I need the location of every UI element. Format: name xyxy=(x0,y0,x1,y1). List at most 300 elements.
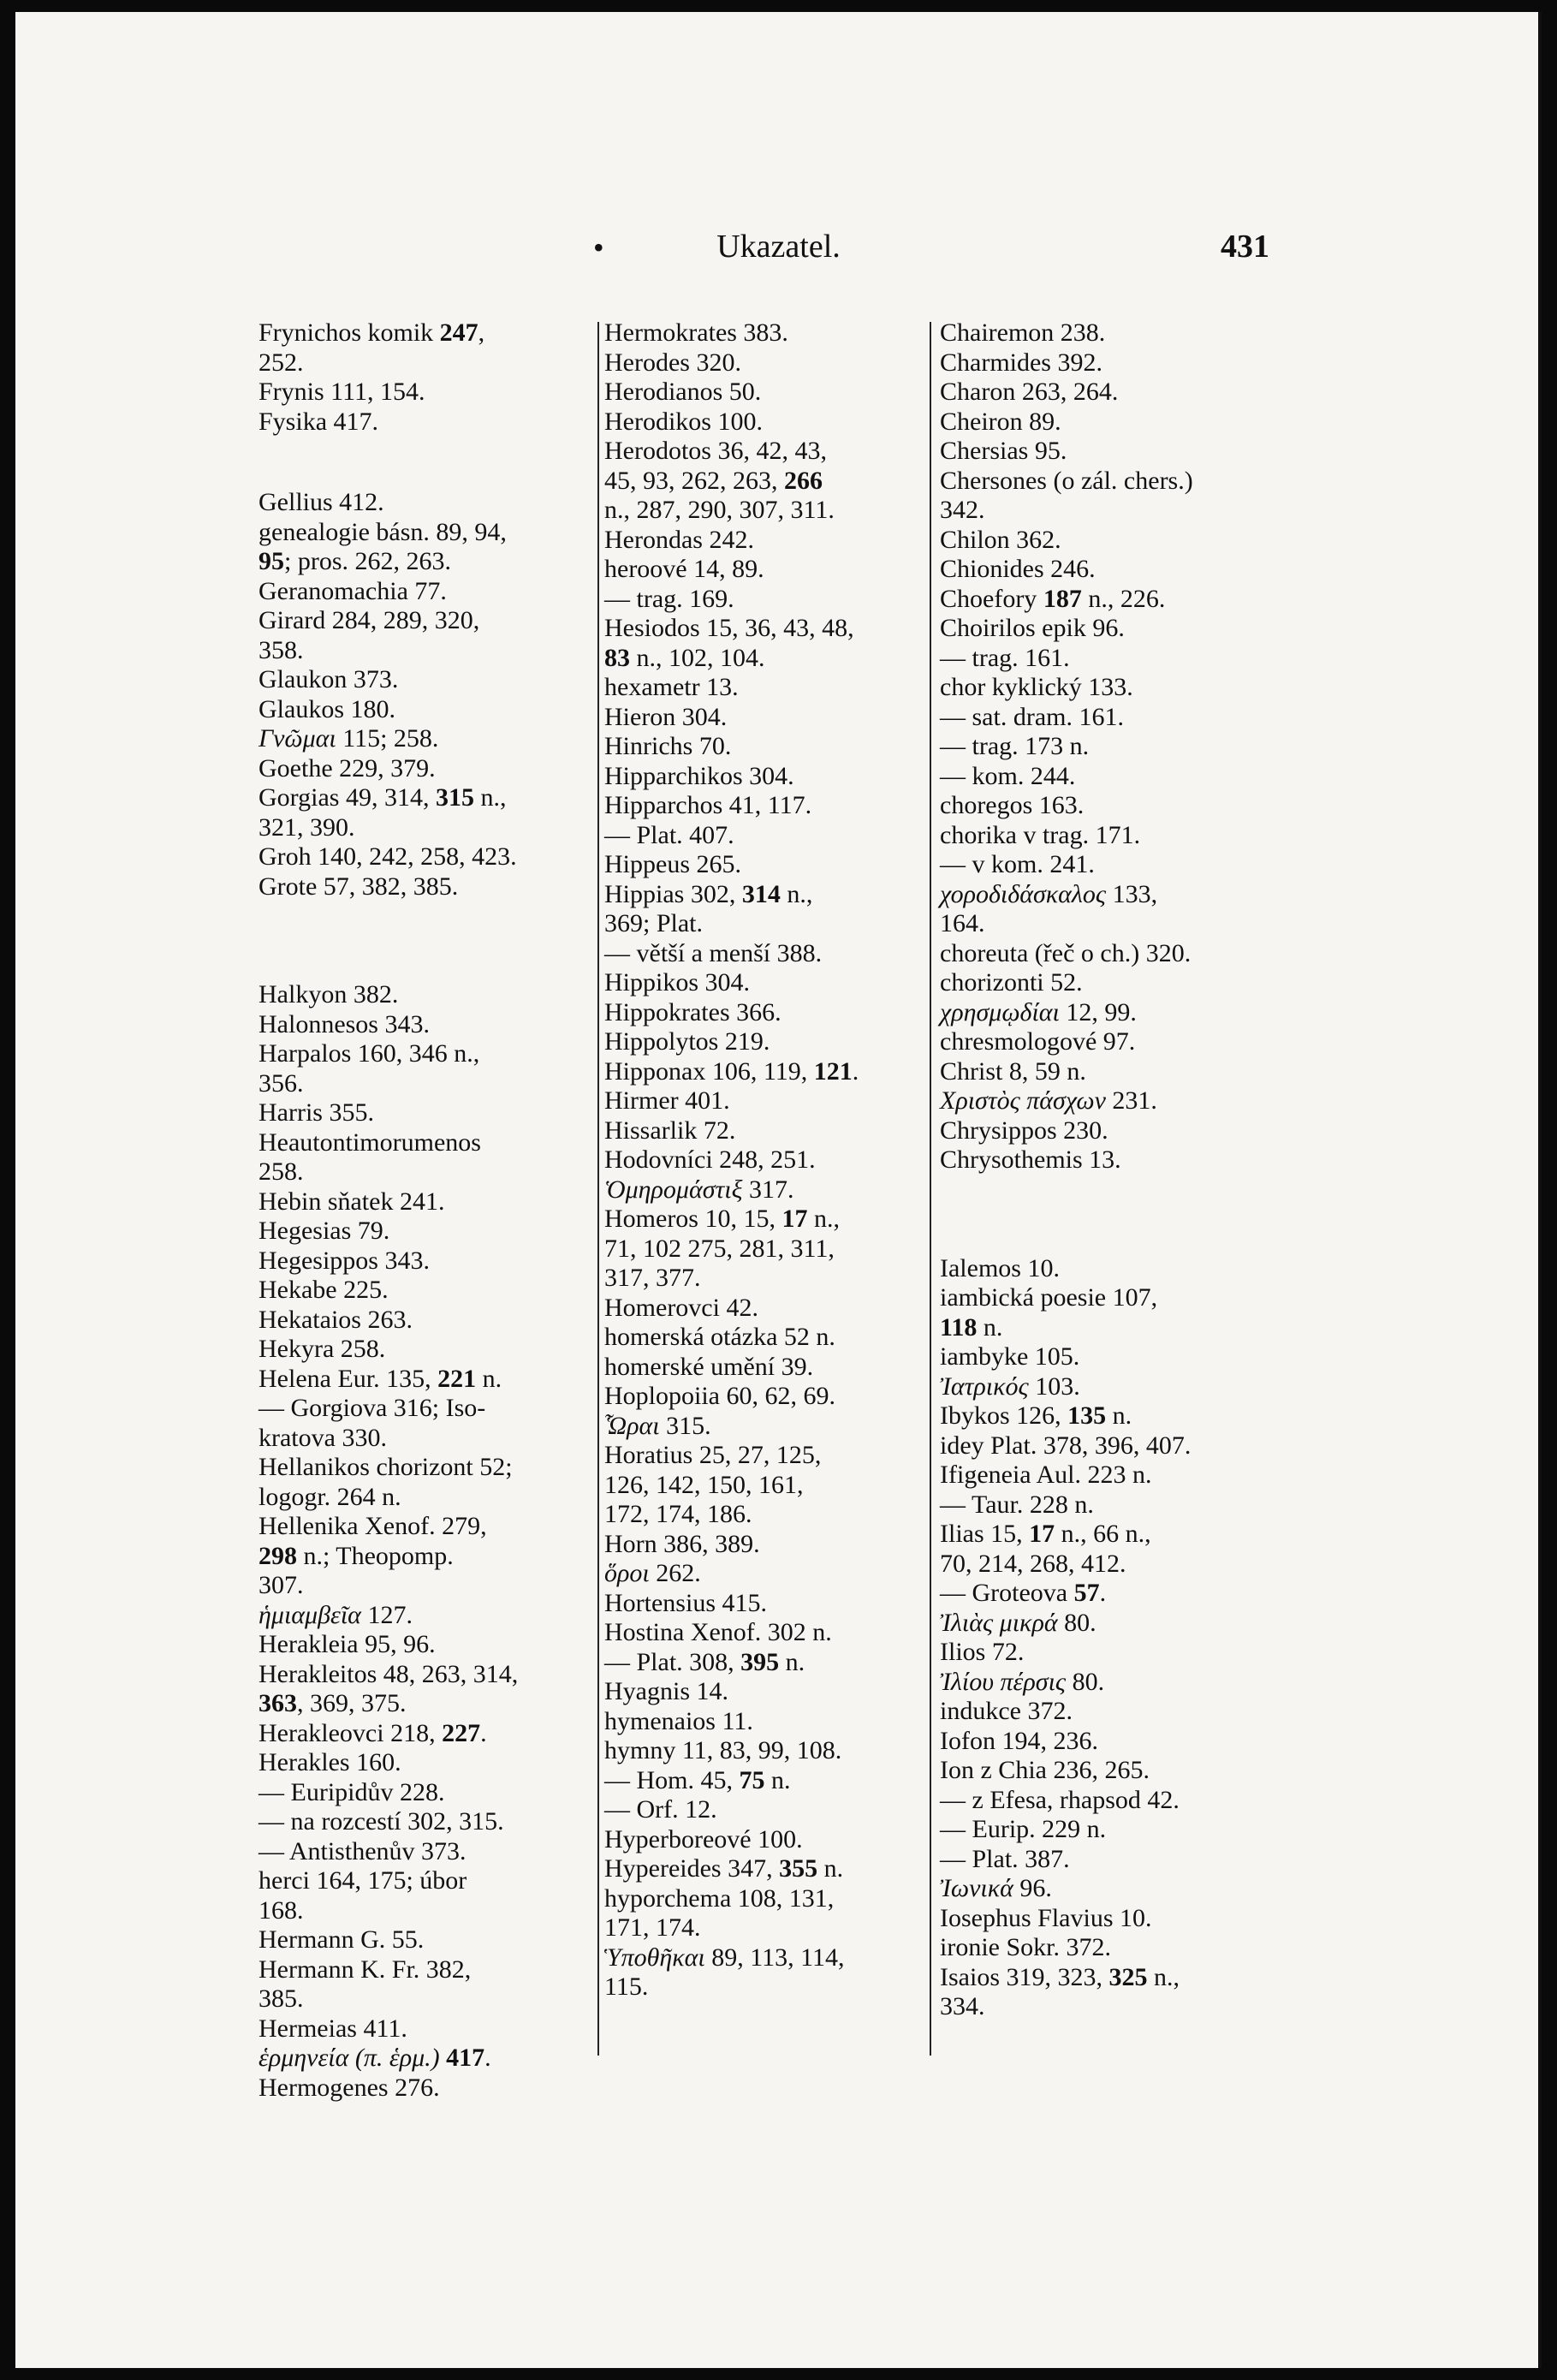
entry-text: Ifigeneia Aul. 223 n. xyxy=(940,1461,1152,1489)
bold-page-ref: 355 xyxy=(779,1854,818,1883)
entry-text: Hermann K. Fr. 382, xyxy=(259,1955,472,1984)
index-entry-line xyxy=(604,1205,938,1235)
entry-text: 168. xyxy=(259,1895,304,1925)
entry-text: 385. xyxy=(259,1984,304,2013)
entry-text: 103. xyxy=(1028,1371,1080,1401)
index-entry-line xyxy=(259,636,601,666)
index-entry-line xyxy=(604,1441,938,1471)
entry-text: Hermogenes 276. xyxy=(259,2073,440,2102)
index-entry-line xyxy=(940,1786,1282,1816)
entry-text: , 369, 375. xyxy=(297,1689,407,1717)
bold-page-ref: 83 xyxy=(604,643,630,672)
entry-text: Chairemon 238. xyxy=(940,318,1106,347)
index-entry-line xyxy=(940,1145,1282,1175)
entry-text: — Plat. 407. xyxy=(604,820,734,849)
greek-term: Ὁμηρομάστιξ xyxy=(604,1175,743,1204)
index-entry-line xyxy=(604,1825,938,1855)
entry-text: Hekyra 258. xyxy=(259,1335,386,1363)
entry-text: — na rozcestí 302, 315. xyxy=(259,1807,504,1836)
index-entry-line xyxy=(259,1748,601,1778)
entry-text: — trag. 161. xyxy=(940,643,1070,672)
index-entry-line xyxy=(259,318,601,348)
index-entry-line xyxy=(940,1490,1282,1520)
entry-text: Gorgias 49, 314, xyxy=(259,783,436,812)
entry-text: Chrysippos 230. xyxy=(940,1116,1108,1145)
index-entry-line xyxy=(259,1128,601,1158)
index-entry-line xyxy=(604,1175,938,1205)
entry-text: Homerovci 42. xyxy=(604,1293,758,1322)
index-entry-line xyxy=(940,1845,1282,1875)
column-divider-right xyxy=(930,322,931,2056)
entry-text: Chrysothemis 13. xyxy=(940,1145,1121,1174)
index-entry-line xyxy=(259,724,601,754)
index-entry-line xyxy=(604,1235,938,1264)
bold-page-ref: 298 xyxy=(259,1541,297,1570)
page-number: 431 xyxy=(1221,229,1269,265)
entry-text: — Groteova xyxy=(940,1579,1074,1607)
entry-text: heroové 14, 89. xyxy=(604,555,764,583)
entry-text: n. xyxy=(764,1765,791,1794)
index-entry-line xyxy=(259,1453,601,1483)
index-entry-line xyxy=(604,1412,938,1442)
index-entry-line xyxy=(940,673,1282,703)
index-entry-line xyxy=(940,1401,1282,1431)
entry-text: hymenaios 11. xyxy=(604,1706,753,1735)
entry-text: n. xyxy=(817,1854,844,1883)
entry-text: Chilon 362. xyxy=(940,525,1061,554)
entry-text: — trag. 169. xyxy=(604,584,734,613)
entry-text: Hippias 302, xyxy=(604,879,742,908)
index-entry-line xyxy=(259,1217,601,1247)
entry-text: 80. xyxy=(1066,1667,1105,1696)
bold-page-ref: 247 xyxy=(439,318,478,347)
greek-term: ἡμιαμβεῖα xyxy=(259,1600,361,1629)
entry-text: Cheiron 89. xyxy=(940,407,1061,436)
bold-page-ref: 221 xyxy=(437,1364,477,1393)
index-entry-line xyxy=(604,1382,938,1412)
index-entry-line xyxy=(604,791,938,821)
index-entry-line xyxy=(259,488,601,518)
entry-text: — Gorgiova 316; Iso- xyxy=(259,1394,486,1422)
entry-text: hymny 11, 83, 99, 108. xyxy=(604,1736,842,1764)
index-entry-line xyxy=(259,1187,601,1217)
entry-text: Hebin sňatek 241. xyxy=(259,1187,445,1216)
index-entry-line xyxy=(259,754,601,784)
index-entry-line xyxy=(259,1719,601,1749)
entry-text: — Plat. 387. xyxy=(940,1844,1070,1873)
index-entry-line xyxy=(940,1668,1282,1698)
greek-term: Ἰατρικός xyxy=(940,1371,1029,1401)
entry-text: — Hom. 45, xyxy=(604,1765,740,1794)
entry-text: Hyagnis 14. xyxy=(604,1677,728,1705)
bold-page-ref: 118 xyxy=(940,1312,978,1342)
index-entry-line xyxy=(604,585,938,615)
index-entry-line xyxy=(940,1904,1282,1934)
entry-text: — sat. dram. 161. xyxy=(940,702,1124,731)
index-entry-line xyxy=(940,526,1282,556)
index-entry-line xyxy=(940,880,1282,910)
entry-text: iambyke 105. xyxy=(940,1342,1080,1371)
bold-page-ref: 315 xyxy=(435,783,474,812)
section-gap xyxy=(940,1175,1282,1254)
bold-page-ref: 227 xyxy=(442,1718,481,1747)
index-column-right xyxy=(940,318,1282,2022)
index-entry-line xyxy=(259,2044,601,2074)
entry-text: . xyxy=(1099,1579,1107,1607)
entry-text: Frynis 111, 154. xyxy=(259,378,425,406)
bold-page-ref: 363 xyxy=(259,1689,297,1717)
index-entry-line xyxy=(604,703,938,733)
bold-page-ref: 187 xyxy=(1043,584,1082,613)
entry-text: chor kyklický 133. xyxy=(940,673,1133,701)
index-entry-line xyxy=(604,880,938,910)
index-entry-line xyxy=(940,762,1282,792)
greek-term: ἑρμηνεία (π. ἑρμ.) xyxy=(259,2044,440,2072)
index-entry-line xyxy=(259,1984,601,2014)
index-entry-line xyxy=(259,606,601,636)
index-entry-line xyxy=(940,1609,1282,1639)
index-entry-line xyxy=(940,1431,1282,1461)
index-entry-line xyxy=(604,1145,938,1175)
index-entry-line xyxy=(604,1027,938,1057)
entry-text: Hermokrates 383. xyxy=(604,318,788,347)
bold-page-ref: 57 xyxy=(1073,1579,1100,1607)
index-entry-line xyxy=(604,1086,938,1116)
index-entry-line xyxy=(259,665,601,695)
index-entry-line xyxy=(604,378,938,408)
index-entry-line xyxy=(604,555,938,585)
bold-page-ref: 417 xyxy=(446,2044,485,2072)
entry-text: 45, 93, 262, 263, xyxy=(604,466,784,495)
index-entry-line xyxy=(604,998,938,1028)
entry-text: n., xyxy=(780,879,813,908)
index-entry-line xyxy=(604,1471,938,1501)
index-entry-line xyxy=(940,703,1282,733)
entry-text: — Eurip. 229 n. xyxy=(940,1815,1107,1843)
index-entry-line xyxy=(604,408,938,437)
index-entry-line xyxy=(940,614,1282,644)
entry-text: Hippokrates 366. xyxy=(604,997,781,1026)
entry-text: Halonnesos 343. xyxy=(259,1009,430,1038)
entry-text: Hipponax 106, 119, xyxy=(604,1056,814,1086)
entry-text: kratova 330. xyxy=(259,1423,387,1452)
index-entry-line xyxy=(604,496,938,526)
entry-text: Hippikos 304. xyxy=(604,968,751,997)
section-gap xyxy=(259,901,601,980)
index-entry-line xyxy=(940,437,1282,467)
index-entry-line xyxy=(259,1925,601,1955)
index-entry-line xyxy=(604,1648,938,1678)
entry-text: Choirilos epik 96. xyxy=(940,614,1125,642)
index-entry-line xyxy=(259,1689,601,1719)
index-entry-line xyxy=(940,318,1282,348)
entry-text: Herodianos 50. xyxy=(604,378,762,406)
index-entry-line xyxy=(940,968,1282,998)
entry-text: Charmides 392. xyxy=(940,348,1102,377)
index-entry-line xyxy=(259,842,601,872)
index-entry-line xyxy=(259,378,601,408)
index-entry-line xyxy=(940,496,1282,526)
entry-text: Herakles 160. xyxy=(259,1748,401,1776)
index-entry-line xyxy=(604,1530,938,1560)
index-entry-line xyxy=(604,1353,938,1383)
index-entry-line xyxy=(940,1342,1282,1372)
entry-text: ironie Sokr. 372. xyxy=(940,1933,1111,1961)
index-entry-line xyxy=(259,813,601,843)
entry-text: Chersones (o zál. chers.) xyxy=(940,466,1193,495)
entry-text: Isaios 319, 323, xyxy=(940,1962,1109,1991)
entry-text: 80. xyxy=(1057,1608,1096,1637)
bold-page-ref: 266 xyxy=(784,466,823,495)
entry-text: iambická poesie 107, xyxy=(940,1283,1158,1312)
entry-text: Hekataios 263. xyxy=(259,1305,413,1334)
entry-text: 315. xyxy=(659,1411,711,1440)
entry-text: Ialemos 10. xyxy=(940,1253,1060,1282)
index-entry-line xyxy=(940,644,1282,674)
greek-term: Ἰωνικά xyxy=(940,1874,1013,1902)
entry-text: 262. xyxy=(649,1559,701,1587)
book-page xyxy=(15,12,1542,2368)
index-entry-line xyxy=(604,850,938,880)
index-entry-line xyxy=(259,1837,601,1867)
index-entry-line xyxy=(259,348,601,378)
entry-text: Hipparchos 41, 117. xyxy=(604,791,812,819)
index-entry-line xyxy=(604,1884,938,1914)
index-entry-line xyxy=(940,1756,1282,1786)
entry-text: , xyxy=(478,318,485,347)
index-entry-line xyxy=(259,1807,601,1837)
index-entry-line xyxy=(604,1500,938,1530)
entry-text: Hegesias 79. xyxy=(259,1217,390,1245)
entry-text: Chersias 95. xyxy=(940,437,1067,465)
index-entry-line xyxy=(604,1057,938,1087)
index-entry-line xyxy=(604,939,938,969)
entry-text: Iofon 194, 236. xyxy=(940,1726,1098,1755)
entry-text: genealogie básn. 89, 94, xyxy=(259,517,507,546)
entry-text: Helena Eur. 135, xyxy=(259,1364,438,1393)
entry-text: Hipparchikos 304. xyxy=(604,761,794,790)
index-entry-line xyxy=(940,1992,1282,2022)
entry-text: Hostina Xenof. 302 n. xyxy=(604,1618,832,1646)
entry-text: Herakleia 95, 96. xyxy=(259,1630,436,1658)
entry-text: Glaukos 180. xyxy=(259,694,395,723)
entry-text: Homeros 10, 15, xyxy=(604,1205,782,1233)
entry-text: 258. xyxy=(259,1157,304,1186)
index-entry-line xyxy=(604,1294,938,1324)
index-entry-line xyxy=(604,1264,938,1294)
index-entry-line xyxy=(940,1550,1282,1580)
entry-text: Hermeias 411. xyxy=(259,2014,407,2043)
index-entry-line xyxy=(259,1247,601,1276)
entry-text: Herakleitos 48, 263, 314, xyxy=(259,1659,519,1688)
entry-text: — Orf. 12. xyxy=(604,1795,717,1824)
entry-text: n. xyxy=(476,1364,502,1393)
index-entry-line xyxy=(940,585,1282,615)
index-entry-line xyxy=(259,1335,601,1365)
index-entry-line xyxy=(940,408,1282,437)
entry-text: — z Efesa, rhapsod 42. xyxy=(940,1785,1180,1814)
entry-text: 126, 142, 150, 161, xyxy=(604,1470,804,1499)
index-entry-line xyxy=(940,1086,1282,1116)
index-entry-line xyxy=(604,762,938,792)
index-entry-line xyxy=(604,1589,938,1619)
entry-text: Hieron 304. xyxy=(604,702,728,731)
entry-text: Fysika 417. xyxy=(259,407,379,436)
entry-text: idey Plat. 378, 396, 407. xyxy=(940,1431,1192,1460)
column-divider-left xyxy=(597,322,599,2056)
index-entry-line xyxy=(940,791,1282,821)
entry-text: Iosephus Flavius 10. xyxy=(940,1903,1152,1932)
bold-page-ref: 17 xyxy=(1029,1520,1055,1548)
index-entry-line xyxy=(259,1098,601,1128)
index-entry-line xyxy=(259,1601,601,1631)
index-entry-line xyxy=(259,1483,601,1513)
index-entry-line xyxy=(940,1963,1282,1993)
entry-text: Hippeus 265. xyxy=(604,850,741,878)
greek-term: Γνῶμαι xyxy=(259,724,336,753)
entry-text: 71, 102 275, 281, 311, xyxy=(604,1234,835,1263)
greek-term: Ὑποθῆκαι xyxy=(604,1943,705,1972)
index-entry-line xyxy=(259,980,601,1010)
entry-text: Hermann G. 55. xyxy=(259,1925,425,1954)
bold-page-ref: 95 xyxy=(259,547,284,575)
index-entry-line xyxy=(940,467,1282,497)
index-column-left xyxy=(259,318,601,2103)
entry-text: Ilias 15, xyxy=(940,1520,1030,1548)
entry-text: Ilios 72. xyxy=(940,1638,1025,1666)
entry-text: 12, 99. xyxy=(1059,997,1137,1026)
entry-text: Geranomachia 77. xyxy=(259,576,447,605)
entry-text: Grote 57, 382, 385. xyxy=(259,872,459,901)
index-entry-line xyxy=(940,1461,1282,1490)
index-entry-line xyxy=(259,408,601,437)
entry-text: Hoplopoiia 60, 62, 69. xyxy=(604,1382,835,1410)
index-entry-line xyxy=(604,1913,938,1943)
index-entry-line xyxy=(940,821,1282,851)
entry-text: 358. xyxy=(259,635,304,664)
entry-text: — Euripidův 228. xyxy=(259,1777,445,1806)
index-entry-line xyxy=(604,348,938,378)
entry-text: n., xyxy=(1147,1962,1180,1991)
index-entry-line xyxy=(259,577,601,607)
index-entry-line xyxy=(604,1766,938,1796)
entry-text: n., 66 n., xyxy=(1055,1520,1151,1548)
index-entry-line xyxy=(259,872,601,902)
entry-text: Glaukon 373. xyxy=(259,665,399,693)
entry-text: Harris 355. xyxy=(259,1098,374,1127)
entry-text: Hekabe 225. xyxy=(259,1276,389,1304)
entry-text: Herakleovci 218, xyxy=(259,1718,443,1747)
entry-text: n., 287, 290, 307, 311. xyxy=(604,496,835,524)
entry-text: indukce 372. xyxy=(940,1697,1073,1725)
entry-text: 89, 113, 114, xyxy=(704,1943,845,1972)
index-entry-line xyxy=(259,1365,601,1395)
entry-text: herci 164, 175; úbor xyxy=(259,1866,467,1895)
index-entry-line xyxy=(259,1955,601,1985)
entry-text: Ion z Chia 236, 265. xyxy=(940,1756,1150,1784)
greek-term: Ὧραι xyxy=(604,1411,660,1440)
entry-text: — Plat. 308, xyxy=(604,1647,741,1676)
entry-text: 96. xyxy=(1013,1874,1052,1902)
entry-text: Charon 263, 264. xyxy=(940,378,1119,406)
index-entry-line xyxy=(940,1254,1282,1284)
index-entry-line xyxy=(604,909,938,939)
entry-text: 115. xyxy=(604,1972,649,2001)
entry-text: n. xyxy=(977,1312,1003,1342)
entry-text: 342. xyxy=(940,496,985,524)
index-entry-line xyxy=(940,939,1282,969)
entry-text: Hypereides 347, xyxy=(604,1854,780,1883)
greek-term: ὅροι xyxy=(604,1559,650,1587)
index-entry-line xyxy=(940,732,1282,762)
entry-text: ; pros. 262, 263. xyxy=(284,547,451,575)
index-entry-line xyxy=(259,1660,601,1690)
index-entry-line xyxy=(940,1815,1282,1845)
index-entry-line xyxy=(259,1424,601,1454)
index-entry-line xyxy=(259,1157,601,1187)
entry-text: choregos 163. xyxy=(940,791,1085,819)
entry-text: Hyperboreové 100. xyxy=(604,1824,803,1853)
index-entry-line xyxy=(259,1571,601,1601)
entry-text: Groh 140, 242, 258, 423. xyxy=(259,842,517,871)
entry-text: Girard 284, 289, 320, xyxy=(259,606,480,634)
entry-text: n. xyxy=(1106,1401,1132,1430)
index-entry-line xyxy=(940,998,1282,1028)
entry-text: 252. xyxy=(259,348,304,377)
running-head: Ukazatel. xyxy=(716,229,841,265)
index-entry-line xyxy=(259,1778,601,1808)
index-entry-line xyxy=(604,1677,938,1707)
entry-text: choreuta (řeč o ch.) 320. xyxy=(940,938,1192,967)
entry-text: Christ 8, 59 n. xyxy=(940,1056,1086,1086)
entry-text: 231. xyxy=(1105,1086,1157,1115)
index-entry-line xyxy=(604,673,938,703)
index-entry-line xyxy=(259,547,601,577)
entry-text: n., 226. xyxy=(1081,584,1166,613)
greek-term: Ἰλίου πέρσις xyxy=(940,1667,1067,1696)
index-entry-line xyxy=(259,1069,601,1099)
index-entry-line xyxy=(259,783,601,813)
entry-text: — v kom. 241. xyxy=(940,850,1095,878)
index-entry-line xyxy=(259,695,601,725)
index-entry-line xyxy=(259,1630,601,1660)
index-entry-line xyxy=(259,2074,601,2103)
index-entry-line xyxy=(940,1283,1282,1313)
entry-text: 317. xyxy=(742,1175,794,1204)
entry-text: Hellanikos chorizont 52; xyxy=(259,1453,513,1481)
index-entry-line xyxy=(940,1027,1282,1057)
index-entry-line xyxy=(940,1697,1282,1727)
index-entry-line xyxy=(940,850,1282,880)
entry-text: Horatius 25, 27, 125, xyxy=(604,1441,822,1469)
index-entry-line xyxy=(604,467,938,497)
index-entry-line xyxy=(259,1039,601,1069)
entry-text: homerské umění 39. xyxy=(604,1352,814,1381)
entry-text: 317, 377. xyxy=(604,1264,701,1292)
entry-text: Hesiodos 15, 36, 43, 48, xyxy=(604,614,854,642)
index-entry-line xyxy=(940,1874,1282,1904)
index-entry-line xyxy=(604,1736,938,1766)
entry-text: Frynichos komik xyxy=(259,318,440,347)
index-entry-line xyxy=(259,1394,601,1424)
entry-text: 164. xyxy=(940,909,985,937)
greek-term: Ἰλιὰς μικρά xyxy=(940,1608,1058,1637)
entry-text: 334. xyxy=(940,1992,985,2020)
header-bullet: • xyxy=(593,230,604,265)
index-entry-line xyxy=(940,348,1282,378)
index-entry-line xyxy=(604,1116,938,1146)
index-entry-line xyxy=(259,2014,601,2044)
